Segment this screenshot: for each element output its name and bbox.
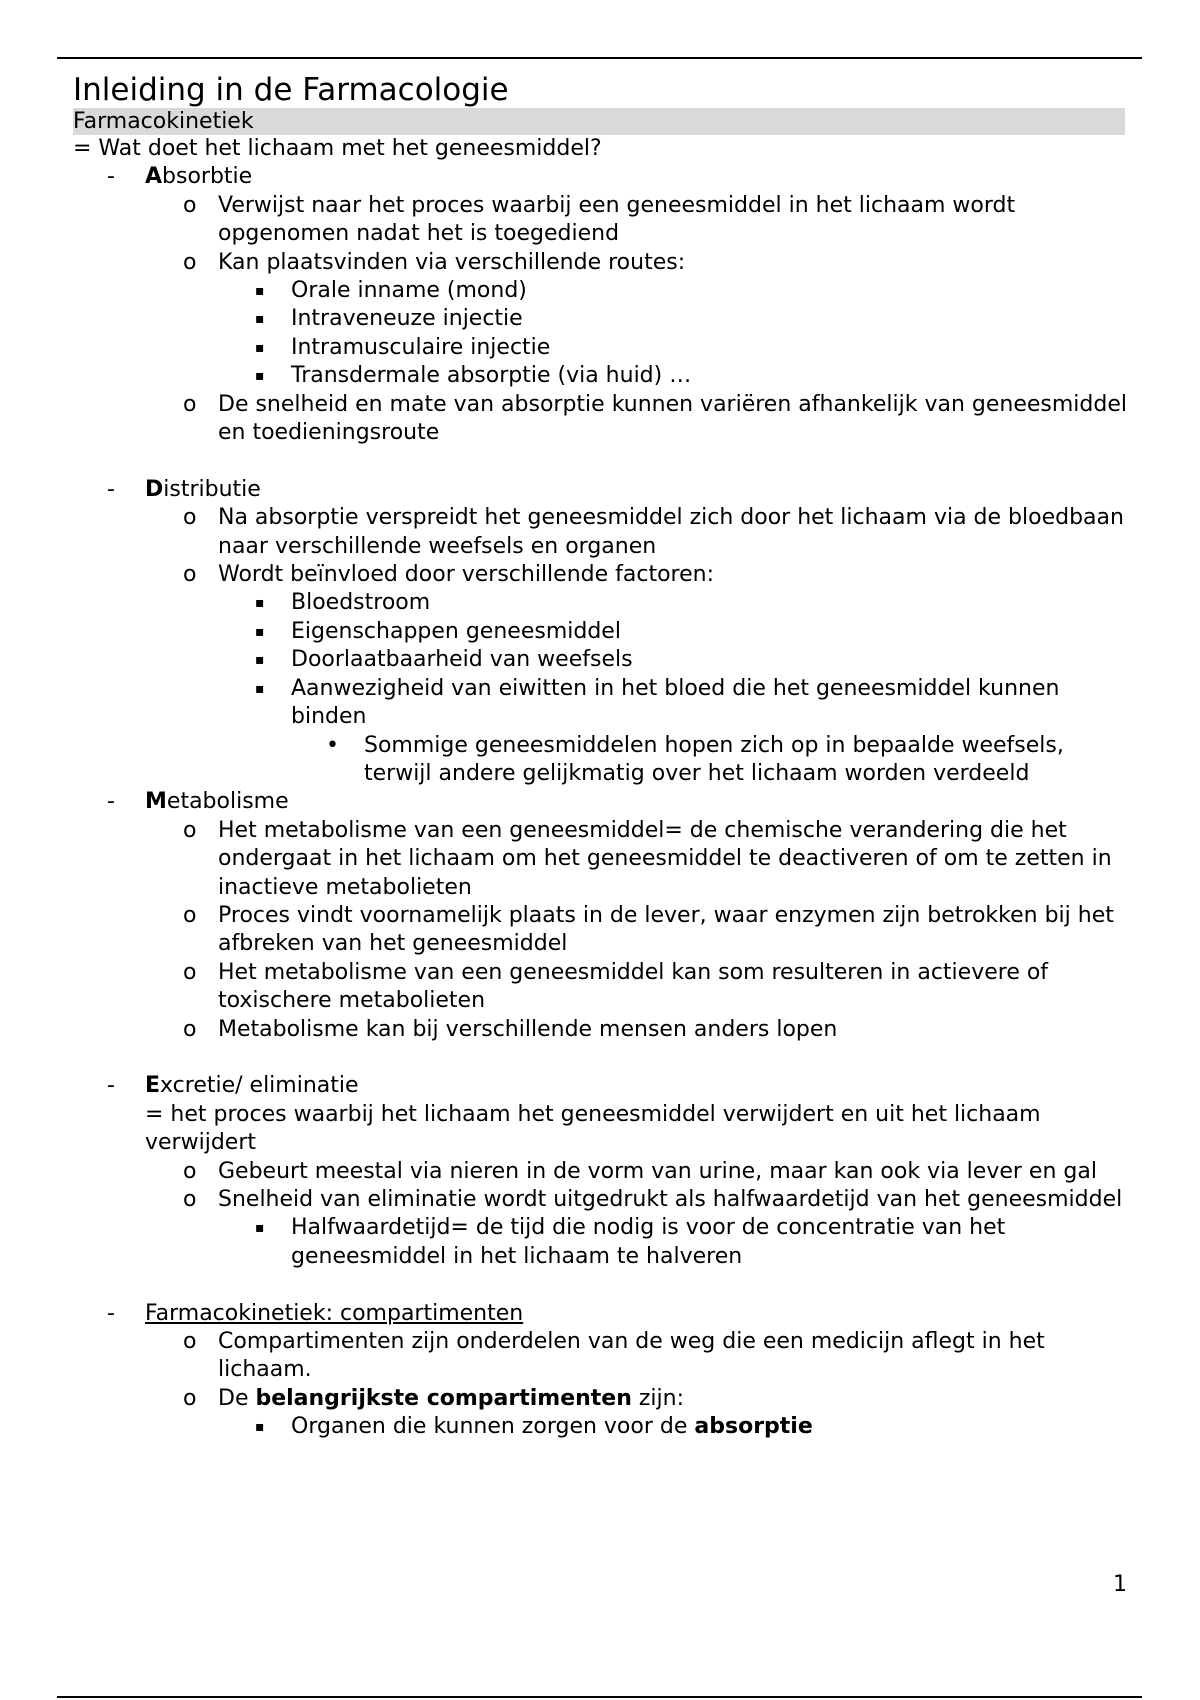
- list-item-text: Sommige geneesmiddelen hopen zich op in bepaalde weefsels, terwijl andere gelijkmatig over het lichaam worden verdeeld: [364, 732, 1064, 786]
- list-item-text: De snelheid en mate van absorptie kunnen variëren afhankelijk van geneesmiddel en toedieningsroute: [218, 391, 1127, 446]
- list-item: [73, 817, 1128, 902]
- list-item-text: Het metabolisme van een geneesmiddel kan som resulteren in actievere of toxischere metabolieten: [218, 959, 1049, 1014]
- topic-label: Farmacokinetiek: compartimenten: [145, 1300, 524, 1326]
- list-item-text: Compartimenten zijn onderdelen van de weg die een medicijn aflegt in het lichaam.: [218, 1329, 1045, 1383]
- list-item-text: Gebeurt meestal via nieren in de vorm van urine, maar kan ook via lever en gal: [218, 1158, 1097, 1184]
- circle-bullet-icon: o: [183, 562, 197, 588]
- topic-initial: D: [145, 476, 164, 502]
- topic-initial: A: [145, 164, 163, 190]
- intro-question: = Wat doet het lichaam met het geneesmiddel?: [73, 136, 602, 161]
- excretie-definition: = het proces waarbij het lichaam het geneesmiddel verwijdert en uit het lichaam verwijdert: [145, 1101, 1041, 1156]
- topic-compartimenten: [73, 1300, 1128, 1328]
- list-item: [73, 192, 1128, 249]
- list-item-text: Transdermale absorptie (via huid) …: [291, 363, 692, 389]
- document-page: [73, 72, 1128, 1442]
- list-item-text: Proces vindt voornamelijk plaats in de lever, waar enzymen zijn betrokken bij het afbreken van het geneesmiddel: [218, 902, 1114, 957]
- list-item: [73, 362, 1128, 390]
- square-bullet-icon: ▪: [255, 1419, 265, 1436]
- square-bullet-icon: ▪: [255, 623, 265, 640]
- topic-metabolisme: [73, 788, 1128, 816]
- list-item: [73, 391, 1128, 448]
- list-item: [73, 305, 1128, 333]
- topic-absorptie: [73, 163, 1128, 191]
- list-item-text: Metabolisme kan bij verschillende mensen anders lopen: [218, 1016, 838, 1042]
- circle-bullet-icon: o: [183, 192, 197, 218]
- list-item-text: Wordt beïnvloed door verschillende factoren:: [218, 562, 714, 588]
- round-bullet-icon: •: [326, 732, 339, 758]
- square-bullet-icon: ▪: [255, 311, 265, 328]
- list-item-text: Aanwezigheid van eiwitten in het bloed die het geneesmiddel kunnen binden: [291, 675, 1060, 730]
- list-item-text: Het metabolisme van een geneesmiddel= de chemische verandering die het ondergaat in het lichaam om het geneesmiddel te deactiveren of om te zetten in inactieve metabolieten: [218, 817, 1112, 900]
- list-item: [73, 504, 1128, 561]
- circle-bullet-icon: o: [183, 1016, 197, 1042]
- circle-bullet-icon: o: [183, 1385, 197, 1411]
- top-rule: [57, 57, 1142, 59]
- list-item-text-post: zijn:: [631, 1385, 684, 1411]
- list-item-text: Na absorptie verspreidt het geneesmiddel zich door het lichaam via de bloedbaan naar verschillende weefsels en organen: [218, 505, 1124, 559]
- spacer: [73, 1044, 1128, 1072]
- list-item: [73, 589, 1128, 617]
- topic-label: bsorbtie: [162, 164, 253, 190]
- spacer: [73, 447, 1128, 475]
- topic-label: istributie: [163, 476, 261, 502]
- list-item-text: Verwijst naar het proces waarbij een geneesmiddel in het lichaam wordt opgenomen nadat het is toegediend: [218, 192, 1016, 247]
- list-item: [73, 646, 1128, 674]
- dash-marker: -: [107, 1300, 115, 1326]
- circle-bullet-icon: o: [183, 959, 197, 985]
- list-item-text-bold: belangrijkste compartimenten: [255, 1385, 632, 1411]
- circle-bullet-icon: o: [183, 1158, 197, 1184]
- square-bullet-icon: ▪: [255, 680, 265, 697]
- list-item: [73, 1186, 1128, 1214]
- list-item: [73, 1214, 1128, 1271]
- spacer: [73, 1271, 1128, 1299]
- dash-marker: -: [107, 789, 115, 815]
- dash-marker: -: [107, 164, 115, 190]
- circle-bullet-icon: o: [183, 1187, 197, 1212]
- square-bullet-icon: ▪: [255, 368, 265, 385]
- list-item-text: Eigenschappen geneesmiddel: [291, 618, 621, 644]
- topic-label: etabolisme: [166, 789, 289, 815]
- square-bullet-icon: ▪: [255, 1220, 265, 1237]
- list-item-text: Bloedstroom: [291, 590, 431, 616]
- list-item: [73, 1385, 1128, 1413]
- list-item-text: Intramusculaire injectie: [291, 334, 551, 360]
- page-title: Inleiding in de Farmacologie: [73, 72, 509, 108]
- list-item: [73, 618, 1128, 646]
- square-bullet-icon: ▪: [255, 595, 265, 612]
- list-item: [73, 675, 1128, 732]
- circle-bullet-icon: o: [183, 249, 197, 275]
- page-number: 1: [1113, 1572, 1127, 1597]
- list-item: [73, 902, 1128, 959]
- list-item-text: Halfwaardetijd= de tijd die nodig is voor de concentratie van het geneesmiddel in het lichaam te halveren: [291, 1215, 1006, 1269]
- list-item: [73, 277, 1128, 305]
- list-item-text: Doorlaatbaarheid van weefsels: [291, 647, 633, 673]
- list-item: [73, 334, 1128, 362]
- list-item: [73, 1158, 1128, 1186]
- square-bullet-icon: ▪: [255, 652, 265, 669]
- bottom-rule: [57, 1696, 1142, 1698]
- list-item: [73, 959, 1128, 1016]
- topic-excretie: [73, 1072, 1128, 1100]
- list-item: [73, 249, 1128, 277]
- square-bullet-icon: ▪: [255, 283, 265, 300]
- circle-bullet-icon: o: [183, 817, 197, 843]
- square-bullet-icon: ▪: [255, 339, 265, 356]
- list-item: [73, 1016, 1128, 1044]
- topic-initial: M: [145, 789, 167, 815]
- topic-label: xcretie/ eliminatie: [160, 1073, 359, 1099]
- list-item: [73, 561, 1128, 589]
- list-item: [73, 1328, 1128, 1385]
- section-heading: Farmacokinetiek: [73, 108, 1125, 135]
- topic-distributie: [73, 476, 1128, 504]
- list-item-text: Intraveneuze injectie: [291, 306, 523, 332]
- list-item-text: Orale inname (mond): [291, 278, 527, 304]
- list-item-text: Kan plaatsvinden via verschillende routes:: [218, 249, 686, 275]
- dash-marker: -: [107, 1073, 115, 1099]
- list-item: [73, 1413, 1128, 1441]
- list-item-text-pre: De: [218, 1385, 256, 1411]
- list-item: [73, 732, 1128, 789]
- topic-initial: E: [145, 1073, 161, 1099]
- list-item-text-pre: Organen die kunnen zorgen voor de: [291, 1414, 695, 1440]
- circle-bullet-icon: o: [183, 1329, 197, 1355]
- circle-bullet-icon: o: [183, 505, 197, 531]
- circle-bullet-icon: o: [183, 902, 197, 928]
- dash-marker: -: [107, 476, 115, 502]
- list-item-text-bold: absorptie: [694, 1414, 813, 1440]
- circle-bullet-icon: o: [183, 391, 197, 417]
- list-item-text: Snelheid van eliminatie wordt uitgedrukt als halfwaardetijd van het geneesmiddel: [218, 1187, 1123, 1212]
